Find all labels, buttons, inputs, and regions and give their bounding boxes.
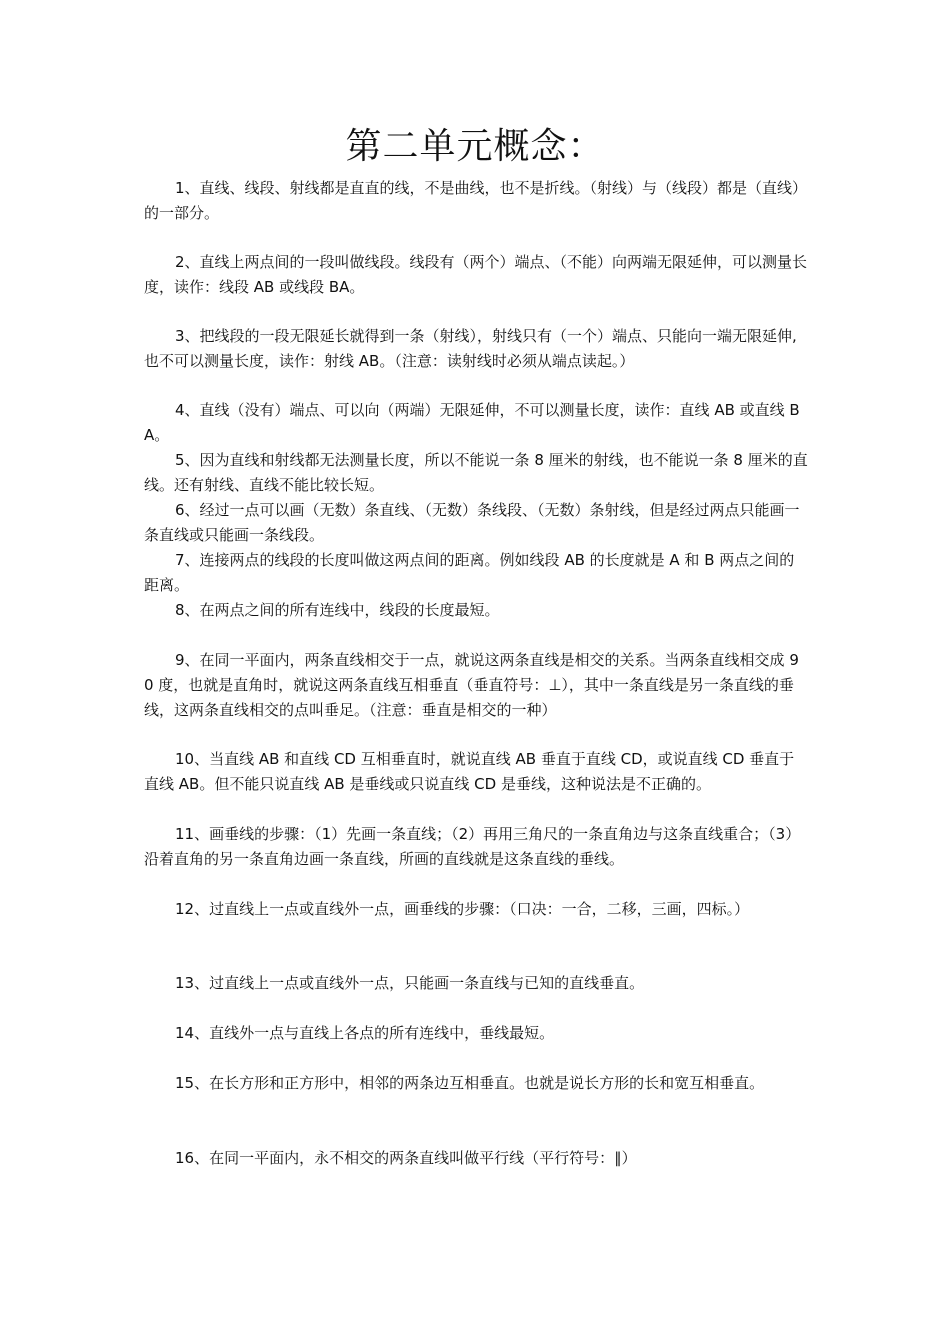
paragraph-11: 11、画垂线的步骤：（1）先画一条直线；（2）再用三角尺的一条直角边与这条直线重合；（3）沿着直角的另一条直角边画一条直线，所画的直线就是这条直线的垂线。	[144, 825, 801, 868]
paragraph-14: 14、直线外一点与直线上各点的所有连线中，垂线最短。	[175, 1024, 555, 1042]
paragraph-3: 3、把线段的一段无限延长就得到一条（射线），射线只有（一个）端点、只能向一端无限延伸,也不可以测量长度，读作：射线 AB。（注意：读射线时必须从端点读起。）	[144, 327, 797, 370]
paragraph-9: 9、在同一平面内，两条直线相交于一点，就说这两条直线是相交的关系。当两条直线相交成 90 度，也就是直角时，就说这两条直线互相垂直（垂直符号：⊥），其中一条直线是另一条直线的垂线，这两条直线相交的点叫垂足。（注意：垂直是相交的一种）	[144, 651, 799, 719]
paragraph-1: 1、直线、线段、射线都是直直的线，不是曲线，也不是折线。（射线）与（线段）都是（直线）的一部分。	[144, 179, 808, 222]
paragraph-16: 16、在同一平面内，永不相交的两条直线叫做平行线（平行符号：∥）	[175, 1149, 637, 1167]
paragraph-4: 4、直线（没有）端点、可以向（两端）无限延伸，不可以测量长度，读作：直线 AB 或直线 BA。	[144, 401, 800, 444]
paragraph-15: 15、在长方形和正方形中，相邻的两条边互相垂直。也就是说长方形的长和宽互相垂直。	[175, 1074, 765, 1092]
paragraph-8: 8、在两点之间的所有连线中，线段的长度最短。	[175, 601, 500, 619]
paragraph-10: 10、当直线 AB 和直线 CD 互相垂直时，就说直线 AB 垂直于直线 CD，或说直线 CD 垂直于直线 AB。但不能只说直线 AB 是垂线或只说直线 CD 是垂线，这种说法是不正确的。	[144, 750, 795, 793]
page-title: 第二单元概念：	[345, 126, 605, 167]
paragraph-13: 13、过直线上一点或直线外一点，只能画一条直线与已知的直线垂直。	[175, 974, 645, 992]
paragraph-5: 5、因为直线和射线都无法测量长度，所以不能说一条 8 厘米的射线，也不能说一条 8 厘米的直线。还有射线、直线不能比较长短。	[144, 451, 808, 494]
paragraph-12: 12、过直线上一点或直线外一点，画垂线的步骤：（口决：一合，二移，三画，四标。）	[175, 900, 750, 918]
paragraph-6: 6、经过一点可以画（无数）条直线、（无数）条线段、（无数）条射线，但是经过两点只能画一条直线或只能画一条线段。	[144, 501, 800, 544]
paragraph-2: 2、直线上两点间的一段叫做线段。线段有（两个）端点、（不能）向两端无限延伸，可以测量长度，读作：线段 AB 或线段 BA。	[144, 253, 808, 296]
paragraph-7: 7、连接两点的线段的长度叫做这两点间的距离。例如线段 AB 的长度就是 A 和 B 两点之间的距离。	[144, 551, 795, 594]
